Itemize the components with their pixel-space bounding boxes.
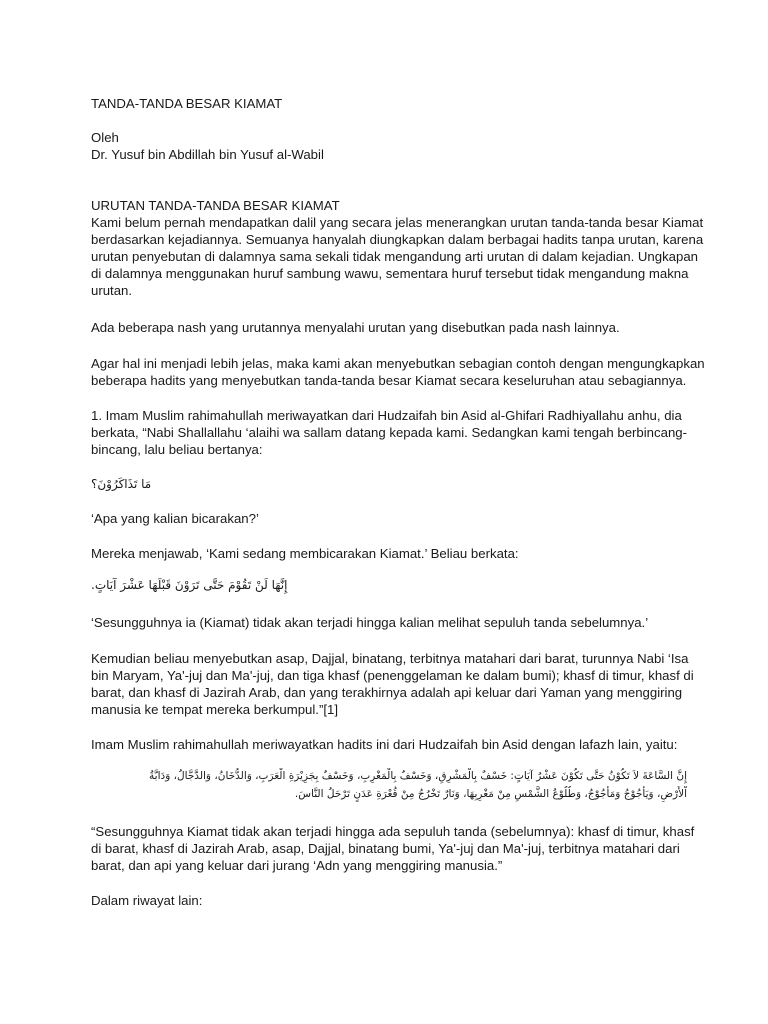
paragraph-line: beberapa hadits yang menyebutkan tanda-tanda besar Kiamat secara keseluruhan atau sebagiannya.	[91, 373, 687, 388]
paragraph-line: 1. Imam Muslim rahimahullah meriwayatkan dari Hudzaifah bin Asid al-Ghifari Radhiyallahu anhu, dia	[91, 408, 682, 423]
paragraph-line: Agar hal ini menjadi lebih jelas, maka kami akan menyebutkan sebagian contoh dengan mengungkapkan	[91, 356, 705, 371]
translation-quote: “Sesungguhnya Kiamat tidak akan terjadi hingga ada sepuluh tanda (sebelumnya): khasf di timur, khasf	[91, 824, 695, 839]
paragraph-line: Dalam riwayat lain:	[91, 893, 203, 908]
paragraph-line: Ada beberapa nash yang urutannya menyalahi urutan yang disebutkan pada nash lainnya.	[91, 320, 620, 335]
translation-quote: ‘Sesungguhnya ia (Kiamat) tidak akan terjadi hingga kalian melihat sepuluh tanda sebelumnya.’	[91, 615, 649, 630]
translation-quote: barat, dan api yang keluar dari jurang ‘Adn yang menggiring manusia.”	[91, 858, 503, 873]
author-name: Dr. Yusuf bin Abdillah bin Yusuf al-Wabil	[91, 147, 324, 162]
arabic-quote: اْلأَرْضِ، وَيَأْجُوْجُ وَمَأْجُوْجُ، وَطُلُوْعُ الشَّمْسِ مِنْ مَغْرِبِهَا، وَنَارٌ تَخْرُجُ مِنْ قُعْرَةِ عَدَنٍ تَرْحَلُ النَّاسَ.	[294, 788, 687, 800]
section-heading: URUTAN TANDA-TANDA BESAR KIAMAT	[91, 198, 340, 213]
byline-label: Oleh	[91, 130, 119, 145]
document-title: TANDA-TANDA BESAR KIAMAT	[91, 96, 283, 111]
translation-quote: di barat, khasf di Jazirah Arab, asap, Dajjal, binatang bumi, Ya'-juj dan Ma'-juj, terbitnya matahari dari	[91, 841, 680, 856]
paragraph-line: Kemudian beliau menyebutkan asap, Dajjal, binatang, terbitnya matahari dari barat, turunnya Nabi ‘Isa	[91, 651, 689, 666]
paragraph-line: bincang, lalu beliau bertanya:	[91, 442, 263, 457]
paragraph-line: Kami belum pernah mendapatkan dalil yang secara jelas menerangkan urutan tanda-tanda besar Kiamat	[91, 215, 704, 230]
paragraph-line: berdasarkan kejadiannya. Semuanya hanyalah diungkapkan dalam berbagai hadits tanpa urutan, karena	[91, 232, 704, 247]
arabic-quote: إِنَّ السَّاعَةَ لاَ تَكُوْنُ حَتَّى تَكُوْنَ عَشْرُ آيَاتٍ: خَسْفٌ بِالْمَشْرِقِ، وَخَسْفٌ بِالْمَغْرِبِ، وَخَسْفٌ بِجَزِيْرَةِ الْعَرَبِ، وَالدُّخَانُ، وَالدَّجَّالُ، وَدَابَّةُ	[149, 770, 687, 782]
arabic-quote: إِنَّهَا لَنْ تَقُوْمَ حَتَّى تَرَوْنَ قَبْلَهَا عَشْرَ آيَاتٍ.	[91, 578, 288, 592]
paragraph-line: manusia ke tempat mereka berkumpul.”[1]	[91, 702, 339, 717]
paragraph-line: urutan.	[91, 283, 133, 298]
paragraph-line: di dalamnya menggunakan huruf sambung wawu, sementara huruf tersebut tidak mengandung makna	[91, 266, 689, 281]
paragraph-line: barat, dan khasf di Jazirah Arab, dan yang terakhirnya adalah api keluar dari Yaman yang menggiring	[91, 685, 683, 700]
paragraph-line: bin Maryam, Ya'-juj dan Ma'-juj, dan tiga khasf (penenggelaman ke dalam bumi); khasf di timur, khasf di	[91, 668, 694, 683]
paragraph-line: Imam Muslim rahimahullah meriwayatkan hadits ini dari Hudzaifah bin Asid dengan lafazh lain, yaitu:	[91, 737, 678, 752]
arabic-quote: مَا تَذَاكَرُوْنَ؟	[91, 477, 152, 491]
paragraph-line: berkata, “Nabi Shallallahu ‘alaihi wa sallam datang kepada kami. Sedangkan kami tengah berbincang-	[91, 425, 688, 440]
translation-quote: ‘Apa yang kalian bicarakan?’	[91, 511, 259, 526]
paragraph-line: urutan penyebutan di dalamnya sama sekali tidak mengandung arti urutan di dalam kejadian. Ungkapan	[91, 249, 699, 264]
paragraph-line: Mereka menjawab, ‘Kami sedang membicarakan Kiamat.’ Beliau berkata:	[91, 546, 519, 561]
